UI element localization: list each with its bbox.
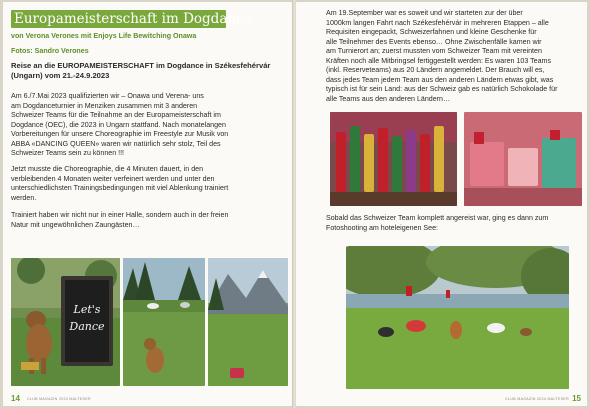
text-line: Am 6./7.Mai 2023 qualifizierten wir – Onawa und Verena- uns xyxy=(11,92,204,100)
text-line: (inkl. Reserveteams) aus 20 Ländern angemeldet. Der Brauch will es, xyxy=(326,66,545,74)
page-number: 15 xyxy=(572,394,581,403)
text-line: Am 19.September war es soweit und wir starteten zur der über xyxy=(326,9,523,17)
photo-credit: Fotos: Sandro Verones xyxy=(11,47,89,55)
text-line: verbleibenden 4 Monaten weiter verfeinert werden und unter den xyxy=(11,174,215,183)
photo-gift-boxes xyxy=(464,112,582,206)
text-line: am Turnierort an; zuerst mussten vom Schweizer Team mit vereinten xyxy=(326,47,542,55)
text-line: werden. xyxy=(11,193,37,202)
article-title-banner xyxy=(11,10,252,28)
byline: von Verona Verones mit Enjoys Life Bewitching Onawa xyxy=(11,32,197,40)
photo-gift-bags xyxy=(330,112,457,206)
page-footer-text: CLUB MAGAZIN 2024 MALTESER xyxy=(505,397,569,401)
article-title: Europameisterschaft im Dogdance xyxy=(14,11,252,27)
text-line: Requisiten eingepackt, Schweizerfahnen und kleine Geschenke für xyxy=(326,28,537,36)
text-line: Schweizer Teams für die Teilnahme an der Europameisterschaft im xyxy=(11,111,221,119)
text-line: dass jedes Team jedem Team aus den anderen Ländern etwas gibt, was xyxy=(326,75,554,84)
photo-team-lakeside xyxy=(346,246,569,389)
right-page xyxy=(296,2,587,406)
page-number: 14 xyxy=(11,394,20,403)
article-headline: Reise an die EUROPAMEISTERSCHAFT im Dogdance in Székesfehérvár (Ungarn) vom 21.-24.9.2023 xyxy=(11,61,271,80)
photo-dog-with-sign xyxy=(11,258,120,386)
photo-mountain-meadow xyxy=(208,258,288,386)
text-line: unterschiedlichsten Trainingsbedingungen mit viel Ablenkung trainiert xyxy=(11,184,229,192)
left-page xyxy=(3,2,293,406)
text-line: alle Teams aus den anderen Ländern… xyxy=(326,94,451,103)
photo-horses-meadow xyxy=(123,258,205,386)
text-line: typisch ist für sein Land: aus der Schweiz gab es natürlich Schokolade für xyxy=(326,85,558,93)
text-line: Kräften noch alle Mitbringsel fertiggestellt werden: Es waren 103 Teams xyxy=(326,56,552,65)
text-line: Vorbereitungen für unsere Choreographie im Freestyle zur Musik von xyxy=(11,130,229,138)
sign-text-dance: Dance xyxy=(69,320,105,333)
text-line: ABBA «DANCING QUEEN» waren wir natürlich sehr stolz, Teil des xyxy=(11,139,221,148)
text-line: Fotoshooting am hoteleigenen See: xyxy=(326,223,439,232)
text-line: Sobald das Schweizer Team komplett angereist war, ging es dann zum xyxy=(326,214,549,222)
text-line: 1000km langen Fahrt nach Székesfehérvár in mehreren Etappen – alle xyxy=(326,18,549,27)
text-line: Jetzt musste die Choreographie, die 4 Minuten dauert, in den xyxy=(11,165,204,173)
text-line: am Dogdanceturnier in Menziken zusammen mit 3 anderen xyxy=(11,101,198,110)
text-line: Schweizer Teams sein zu können !!! xyxy=(11,149,125,157)
text-line: Trainiert haben wir nicht nur in einer Halle, sondern auch in der freien xyxy=(11,211,229,219)
text-line: Dogdance (OEC), die 2023 in Ungarn stattfand. Nach monatelangen xyxy=(11,120,226,129)
text-line: Natur mit ungewöhnlichen Zaungästen… xyxy=(11,220,140,229)
sign-text-lets: Let's xyxy=(73,303,101,316)
page-footer-text: CLUB MAGAZIN 2024 MALTESER xyxy=(27,397,91,401)
text-line: alle Teilnehmer des Events ebenso… Ohne Zwischenfälle kamen wir xyxy=(326,37,542,46)
